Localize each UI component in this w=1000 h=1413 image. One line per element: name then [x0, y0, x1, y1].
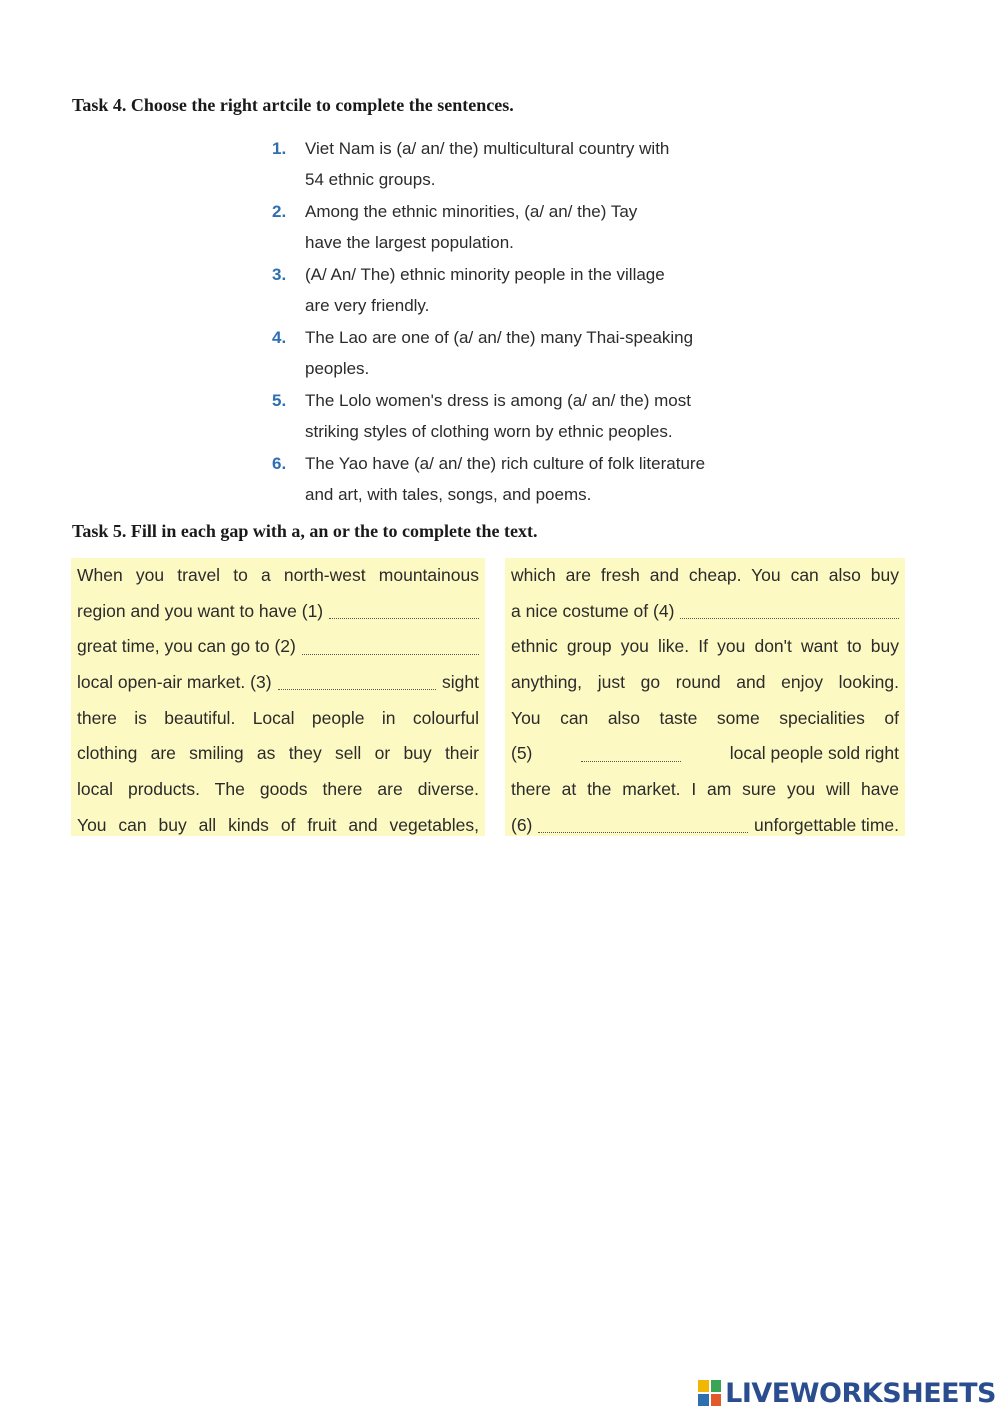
- passage-text: unforgettable time.: [754, 814, 899, 835]
- question-line: (A/ An/ The) ethnic minority people in the village: [305, 265, 665, 284]
- question-number: 4.: [272, 328, 287, 347]
- question-number: 2.: [272, 202, 287, 221]
- question-line: The Yao have (a/ an/ the) rich culture of folk literature: [305, 454, 706, 473]
- gap-4-input[interactable]: [680, 604, 899, 619]
- question-6: [270, 448, 730, 511]
- logo-text: LIVEWORKSHEETS: [725, 1377, 996, 1409]
- logo-square: [711, 1394, 722, 1406]
- logo-squares-icon: [698, 1380, 721, 1406]
- question-line: are very friendly.: [305, 296, 430, 315]
- question-1: [270, 133, 730, 196]
- gap-6-input[interactable]: [538, 818, 748, 833]
- gap-5-input[interactable]: [581, 747, 681, 762]
- gap-2-input[interactable]: [302, 640, 479, 655]
- question-number: 3.: [272, 265, 287, 284]
- passage-line: [77, 629, 479, 665]
- passage-text: (5): [511, 743, 533, 764]
- passage-line: [77, 594, 479, 630]
- passage-text: a nice costume of (4): [511, 600, 675, 621]
- question-2: [270, 196, 730, 259]
- passage-text: local people sold right: [729, 743, 899, 764]
- passage-line: there is beautiful. Local people in colourful: [77, 707, 479, 728]
- question-line: and art, with tales, songs, and poems.: [305, 485, 592, 504]
- task5-heading: Task 5. Fill in each gap with a, an or the to complete the text.: [72, 521, 538, 541]
- passage-text: (6): [511, 814, 533, 835]
- logo-square: [698, 1380, 709, 1392]
- passage-line: there at the market. I am sure you will have: [511, 779, 899, 800]
- question-line: The Lolo women's dress is among (a/ an/ the) most: [305, 391, 691, 410]
- passage-line: [77, 665, 479, 701]
- passage-line: clothing are smiling as they sell or buy their: [77, 743, 479, 764]
- passage-text: local open-air market. (3): [77, 672, 272, 693]
- gap-3-input[interactable]: [278, 675, 437, 690]
- question-5: [270, 385, 730, 448]
- logo-square: [711, 1380, 722, 1392]
- question-line: peoples.: [305, 359, 370, 378]
- question-3: [270, 259, 730, 322]
- logo-square: [698, 1394, 709, 1406]
- passage-line: local products. The goods there are diverse.: [77, 779, 479, 800]
- passage-line: You can buy all kinds of fruit and vegetables,: [77, 814, 479, 835]
- question-line: have the largest population.: [305, 233, 514, 252]
- question-line: Among the ethnic minorities, (a/ an/ the) Tay: [305, 202, 638, 221]
- passage-line: [511, 594, 899, 630]
- task4-heading: Task 4. Choose the right artcile to complete the sentences.: [72, 95, 514, 115]
- passage-line: ethnic group you like. If you don't want to buy: [511, 636, 899, 657]
- gap-1-input[interactable]: [329, 604, 479, 619]
- task4-question-list: [270, 133, 730, 511]
- passage-left-column: [71, 558, 485, 836]
- question-line: The Lao are one of (a/ an/ the) many Thai-speaking: [305, 328, 694, 347]
- passage-text: great time, you can go to (2): [77, 636, 296, 657]
- question-line: 54 ethnic groups.: [305, 170, 436, 189]
- question-4: [270, 322, 730, 385]
- question-line: striking styles of clothing worn by ethnic peoples.: [305, 422, 673, 441]
- passage-text: sight: [442, 672, 479, 693]
- question-number: 6.: [272, 454, 287, 473]
- passage-line: [511, 808, 899, 844]
- passage-line: anything, just go round and enjoy looking.: [511, 672, 899, 693]
- question-number: 1.: [272, 139, 287, 158]
- passage-text: region and you want to have (1): [77, 600, 324, 621]
- passage-line: [511, 736, 899, 772]
- passage-right-column: [505, 558, 905, 836]
- question-line: Viet Nam is (a/ an/ the) multicultural country with: [305, 139, 670, 158]
- passage-line: You can also taste some specialities of: [511, 707, 899, 728]
- passage-line: which are fresh and cheap. You can also buy: [511, 565, 899, 585]
- passage-line: When you travel to a north-west mountainous: [77, 565, 479, 585]
- question-number: 5.: [272, 391, 287, 410]
- liveworksheets-logo[interactable]: [698, 1376, 996, 1410]
